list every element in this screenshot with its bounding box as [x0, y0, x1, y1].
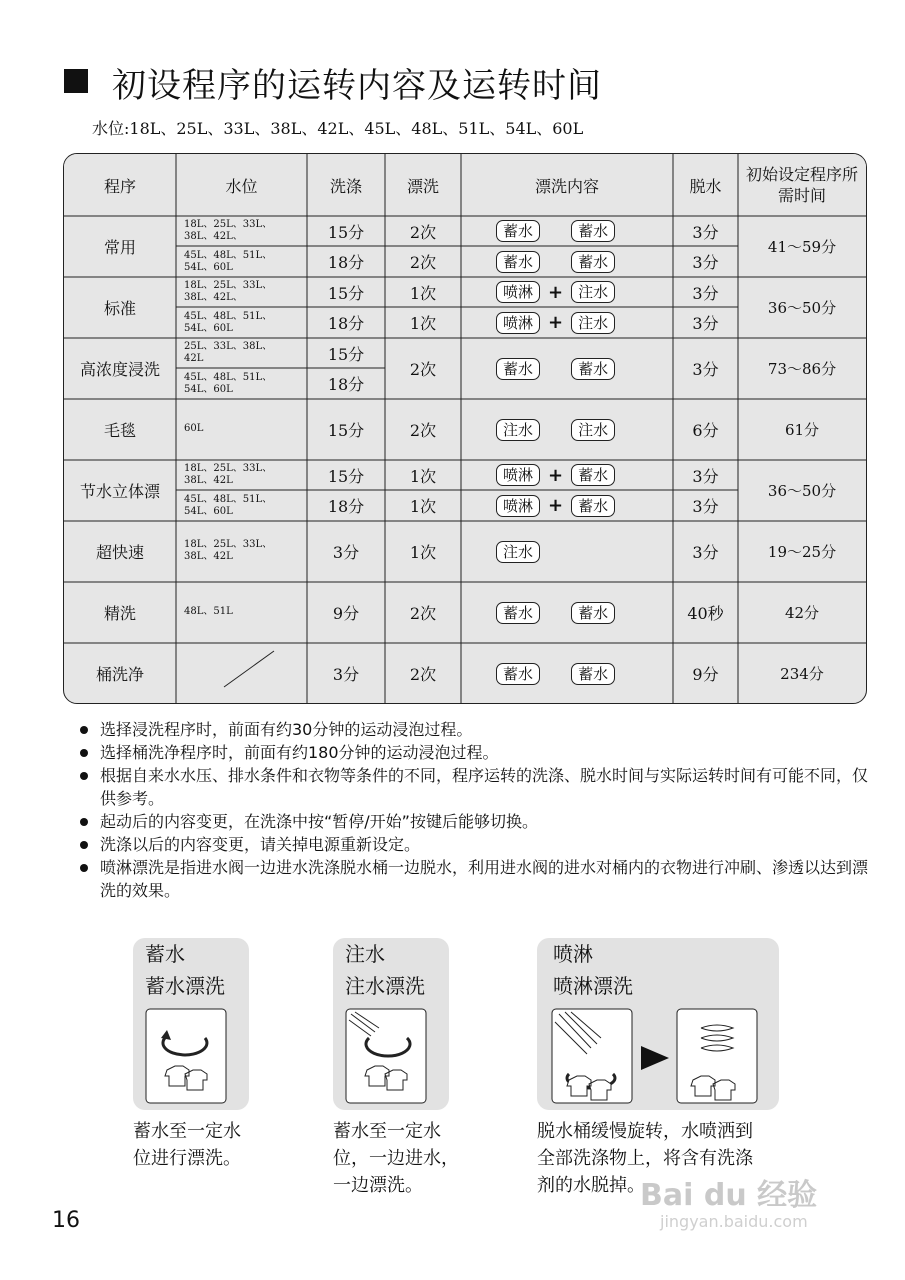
total-time: 42分 — [784, 604, 820, 622]
note-text: 根据自来水水压、排水条件和衣物等条件的不同，程序运转的洗涤、脱水时间与实际运转时间有可能不同，仅供参考。 — [100, 766, 869, 808]
rinse-tag: 蓄水 — [571, 358, 615, 380]
spin-time: 3分 — [692, 543, 719, 562]
program-name: 高浓度浸洗 — [79, 360, 160, 379]
panel-desc: 脱水桶缓慢旋转，水喷洒到 全部洗涤物上，将含有洗涤 剂的水脱掉。 — [537, 1121, 753, 1196]
rinse-tag: 注水 — [571, 312, 615, 334]
note-item — [78, 764, 868, 810]
panel-subtitle: 注水漂洗 — [345, 974, 425, 998]
rinse-tag: 注水 — [496, 419, 540, 441]
rinse-count: 2次 — [409, 421, 437, 440]
watermark-logo: Bai du 经验 — [640, 1178, 818, 1213]
page-number: 16 — [52, 1208, 80, 1233]
rinse-count: 2次 — [409, 665, 437, 684]
rinse-tag: 蓄水 — [571, 663, 615, 685]
rinse-tag: 注水 — [571, 281, 615, 303]
water-level: 45L、48L、51L、 54L、60L — [184, 249, 273, 273]
bullet-icon — [80, 772, 88, 780]
total-time: 41～59分 — [767, 238, 837, 256]
rinse-content — [496, 491, 666, 522]
panel-store-water — [133, 938, 249, 1110]
rinse-tag: 蓄水 — [571, 220, 615, 242]
panel-inject-water — [333, 938, 449, 1110]
program-name: 标准 — [103, 299, 136, 318]
rinse-count: 1次 — [409, 497, 437, 517]
watermark-url: jingyan.baidu.com — [660, 1212, 808, 1231]
panel-subtitle: 蓄水漂洗 — [145, 974, 225, 998]
program-name: 毛毯 — [103, 421, 136, 440]
note-text: 起动后的内容变更，在洗涤中按“暂停/开始”按键后能够切换。 — [100, 812, 538, 831]
water-level: 60L — [184, 423, 204, 434]
wash-time: 18分 — [327, 497, 365, 517]
total-time: 73～86分 — [767, 360, 837, 378]
rinse-content — [496, 308, 666, 339]
rinse-content — [496, 582, 666, 643]
rinse-count: 2次 — [409, 604, 437, 623]
rinse-content — [496, 277, 666, 308]
spin-time: 3分 — [692, 360, 719, 379]
panel-title: 注水 — [345, 942, 385, 966]
wash-time: 15分 — [327, 222, 365, 242]
water-level: 18L、25L、33L、 38L、42L、 — [184, 280, 273, 303]
rinse-tag: 喷淋 — [496, 281, 540, 303]
wash-time: 18分 — [327, 375, 365, 395]
rinse-tag: 蓄水 — [496, 602, 540, 624]
header-time: 初始设定程序所需时间 — [746, 165, 859, 205]
note-text: 洗涤以后的内容变更，请关掉电源重新设定。 — [100, 835, 421, 854]
note-item — [78, 741, 868, 764]
program-name: 常用 — [103, 238, 136, 257]
rinse-count: 1次 — [409, 314, 437, 334]
total-time: 61分 — [784, 421, 820, 439]
rinse-content — [496, 399, 666, 460]
rinse-count: 2次 — [409, 360, 437, 379]
panel-desc: 蓄水至一定水 位进行漂洗。 — [133, 1121, 241, 1169]
panel-subtitle: 喷淋漂洗 — [553, 974, 633, 998]
spin-time: 3分 — [692, 222, 719, 242]
program-table — [63, 153, 867, 704]
header-spin: 脱水 — [689, 176, 722, 196]
water-levels: 水位:18L、25L、33L、38L、42L、45L、48L、51L、54L、60L — [92, 119, 584, 138]
rinse-tag: 注水 — [496, 541, 540, 563]
tub-spray-icon — [551, 1008, 771, 1104]
rinse-content — [496, 643, 666, 704]
wash-time: 9分 — [332, 604, 360, 623]
water-level: 18L、25L、33L、 38L、42L — [184, 539, 273, 562]
rinse-tag: 蓄水 — [496, 663, 540, 685]
note-text: 选择桶洗净程序时，前面有约180分钟的运动浸泡过程。 — [100, 743, 499, 762]
program-name: 超快速 — [95, 543, 144, 562]
plus-sign: + — [548, 464, 564, 486]
notes-list — [78, 718, 868, 902]
header-rinse: 漂洗 — [406, 176, 439, 196]
spin-time: 6分 — [692, 421, 719, 440]
arrow-right-icon — [641, 1046, 669, 1070]
wash-time: 15分 — [327, 466, 365, 486]
note-item — [78, 718, 868, 741]
spin-time: 3分 — [692, 253, 719, 273]
rinse-count: 1次 — [409, 543, 437, 562]
water-level: 18L、25L、33L、 38L、42L、 — [184, 219, 273, 242]
wash-time: 3分 — [332, 543, 360, 562]
water-level: 45L、48L、51L、 54L、60L — [184, 371, 273, 395]
rinse-count: 2次 — [409, 222, 437, 242]
total-time: 36～50分 — [767, 482, 837, 500]
panel-desc: 蓄水至一定水 位，一边进水， 一边漂洗。 — [333, 1121, 459, 1196]
rinse-tag: 注水 — [571, 419, 615, 441]
wash-time: 18分 — [327, 314, 365, 334]
plus-sign: + — [548, 495, 564, 517]
wash-time: 15分 — [327, 421, 365, 440]
tub-inject-icon — [345, 1008, 427, 1104]
plus-sign: + — [548, 281, 564, 303]
header-rinse-content: 漂洗内容 — [534, 176, 599, 196]
wash-time: 18分 — [327, 253, 365, 273]
wash-time: 3分 — [332, 665, 360, 684]
rinse-content — [496, 521, 666, 582]
rinse-content — [496, 338, 666, 399]
rinse-tag: 蓄水 — [571, 602, 615, 624]
spin-time: 3分 — [692, 314, 719, 334]
rinse-tag: 喷淋 — [496, 312, 540, 334]
note-text: 选择浸洗程序时，前面有约30分钟的运动浸泡过程。 — [100, 720, 473, 739]
water-level: 45L、48L、51L、 54L、60L — [184, 310, 273, 334]
total-time: 19～25分 — [767, 543, 837, 561]
rinse-tag: 蓄水 — [571, 495, 615, 517]
rinse-tag: 蓄水 — [571, 251, 615, 273]
panel-title: 蓄水 — [145, 942, 185, 966]
spin-time: 9分 — [692, 665, 719, 684]
page-title: 初设程序的运转内容及运转时间 — [64, 58, 602, 107]
water-level: 45L、48L、51L、 54L、60L — [184, 493, 273, 517]
spin-time: 3分 — [692, 497, 719, 517]
spin-time: 3分 — [692, 466, 719, 486]
rinse-count: 1次 — [409, 283, 437, 303]
water-level: 18L、25L、33L、 38L、42L — [184, 463, 273, 486]
total-time: 234分 — [780, 665, 824, 683]
program-name: 桶洗净 — [95, 665, 144, 684]
panel-spray — [537, 938, 779, 1110]
plus-sign: + — [548, 312, 564, 334]
rinse-content — [496, 460, 666, 491]
note-text: 喷淋漂洗是指进水阀一边进水洗涤脱水桶一边脱水，利用进水阀的进水对桶内的衣物进行冲刷、渗透以达到漂洗的效果。 — [100, 858, 869, 900]
panel-title: 喷淋 — [553, 942, 593, 966]
bullet-icon — [80, 749, 88, 757]
square-bullet-icon — [64, 69, 88, 93]
spin-time: 3分 — [692, 283, 719, 303]
rinse-content — [496, 247, 666, 278]
rinse-tag: 喷淋 — [496, 464, 540, 486]
bullet-icon — [80, 841, 88, 849]
program-name: 精洗 — [103, 604, 136, 623]
header-level: 水位 — [225, 176, 258, 196]
bullet-icon — [80, 864, 88, 872]
wash-time: 15分 — [327, 344, 365, 364]
spin-time: 40秒 — [687, 604, 724, 623]
bullet-icon — [80, 726, 88, 734]
water-level: 48L、51L — [184, 606, 233, 617]
wash-time: 15分 — [327, 283, 365, 303]
program-name: 节水立体漂 — [79, 482, 160, 501]
note-item — [78, 810, 868, 833]
rinse-tag: 蓄水 — [496, 358, 540, 380]
rinse-tag: 喷淋 — [496, 495, 540, 517]
rinse-tag: 蓄水 — [496, 220, 540, 242]
water-level: 25L、33L、38L、 42L — [184, 341, 273, 364]
header-program: 程序 — [103, 176, 136, 196]
total-time: 36～50分 — [767, 299, 837, 317]
note-item — [78, 856, 868, 902]
bullet-icon — [80, 818, 88, 826]
header-wash: 洗涤 — [329, 176, 362, 196]
tub-store-icon — [145, 1008, 227, 1104]
note-item — [78, 833, 868, 856]
rinse-tag: 蓄水 — [571, 464, 615, 486]
rinse-count: 2次 — [409, 253, 437, 273]
rinse-count: 1次 — [409, 466, 437, 486]
rinse-tag: 蓄水 — [496, 251, 540, 273]
rinse-content — [496, 216, 666, 247]
